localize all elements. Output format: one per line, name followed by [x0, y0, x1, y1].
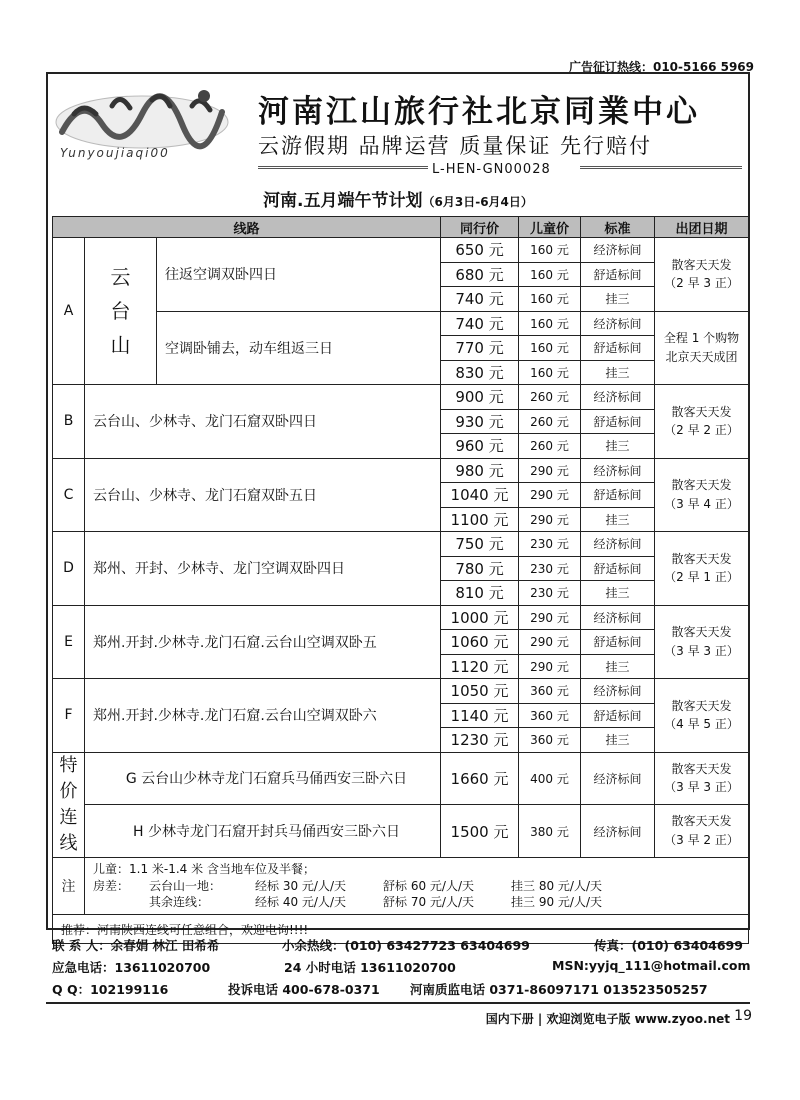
departure-line: 全程 1 个购物 — [663, 331, 740, 346]
child-price: 160 元 — [519, 360, 581, 385]
special-label — [53, 752, 85, 857]
contact-line — [52, 958, 752, 980]
room-rate: 挂三 90 元/人/天 — [511, 895, 602, 910]
footer-text: 国内下册 | 欢迎浏览电子版 www.zyoo.net — [485, 1012, 730, 1026]
route-code: C — [53, 458, 85, 532]
child-price: 230 元 — [519, 581, 581, 606]
child-price: 160 元 — [519, 238, 581, 263]
peer-price: 680 元 — [441, 262, 519, 287]
route-place-char: 云 — [110, 265, 131, 289]
peer-price: 930 元 — [441, 409, 519, 434]
qq-contact: Q Q：102199116 — [52, 982, 169, 997]
peer-price: 960 元 — [441, 434, 519, 459]
departure — [655, 532, 749, 606]
departure-line: （4 早 5 正） — [664, 717, 739, 732]
departure-line: 散客天天发 — [671, 625, 732, 640]
child-price: 290 元 — [519, 654, 581, 679]
departure — [655, 605, 749, 679]
peer-price: 770 元 — [441, 336, 519, 361]
divider — [580, 166, 742, 169]
notes-row — [53, 857, 749, 914]
room-rate: 挂三 80 元/人/天 — [511, 878, 602, 893]
notes-label: 注 — [53, 857, 85, 914]
child-price: 290 元 — [519, 605, 581, 630]
departure-line: 散客天天发 — [671, 257, 732, 272]
departure-line: 北京天天成团 — [665, 349, 738, 364]
note-line — [93, 894, 740, 911]
table-row — [53, 752, 749, 805]
child-price: 260 元 — [519, 434, 581, 459]
room-rate: 舒标 70 元/人/天 — [383, 895, 474, 910]
contact-block — [52, 936, 752, 1002]
peer-price: 1040 元 — [441, 483, 519, 508]
departure — [655, 679, 749, 753]
msn-contact: MSN:yyjq_111@hotmail.com — [552, 958, 751, 973]
child-price: 260 元 — [519, 385, 581, 410]
standard: 经济标间 — [581, 458, 655, 483]
table-row — [53, 679, 749, 704]
departure-line: 散客天天发 — [671, 551, 732, 566]
departure-line: 散客天天发 — [671, 814, 732, 829]
peer-price: 830 元 — [441, 360, 519, 385]
ad-hotline: 广告征订热线：010-5166 5969 — [568, 60, 754, 74]
emergency-phone: 应急电话：13611020700 — [52, 960, 211, 975]
route-name: H 少林寺龙门石窟开封兵马俑西安三卧六日 — [85, 805, 441, 858]
peer-price: 1140 元 — [441, 703, 519, 728]
header-route: 线路 — [53, 217, 441, 238]
contact-hotline: 小余热线：(010) 63427723 63404699 — [282, 938, 530, 953]
departure-line: 散客天天发 — [671, 478, 732, 493]
standard: 经济标间 — [581, 752, 655, 805]
contact-line — [52, 980, 752, 1002]
quality-phone: 河南质监电话 0371-86097171 013523505257 — [410, 982, 708, 997]
route-name: G 云台山少林寺龙门石窟兵马俑西安三卧六日 — [85, 752, 441, 805]
table-row — [53, 805, 749, 858]
standard: 经济标间 — [581, 805, 655, 858]
logo-subtext: Yunyoujiaqi00 — [60, 146, 170, 160]
table-header-row — [53, 217, 749, 238]
room-label: 房差： — [93, 878, 130, 893]
note-line — [93, 878, 740, 895]
child-price: 290 元 — [519, 483, 581, 508]
peer-price: 1230 元 — [441, 728, 519, 753]
peer-price: 810 元 — [441, 581, 519, 606]
slogan: 云游假期 品牌运营 质量保证 先行赔付 — [258, 134, 653, 158]
header-standard: 标准 — [581, 217, 655, 238]
route-name: 郑州、开封、少林寺、龙门空调双卧四日 — [85, 532, 441, 606]
special-label-char: 线 — [59, 832, 78, 854]
child-price: 160 元 — [519, 336, 581, 361]
peer-price: 900 元 — [441, 385, 519, 410]
room1-label: 云台山一地： — [149, 878, 222, 893]
child-price: 160 元 — [519, 311, 581, 336]
standard: 挂三 — [581, 434, 655, 459]
departure — [655, 311, 749, 385]
standard: 舒适标间 — [581, 262, 655, 287]
table-row — [53, 311, 749, 336]
contact-person: 联 系 人：余春娟 林江 田希希 — [52, 938, 220, 953]
license-number: L-HEN-GN00028 — [432, 162, 551, 177]
divider — [258, 166, 428, 169]
standard: 经济标间 — [581, 311, 655, 336]
room2-label: 其余连线： — [149, 895, 210, 910]
route-name: 云台山、少林寺、龙门石窟双卧五日 — [85, 458, 441, 532]
plan-title — [46, 186, 750, 211]
page-number: 19 — [734, 1008, 752, 1024]
hotline-24h: 24 小时电话 13611020700 — [284, 960, 456, 975]
standard: 舒适标间 — [581, 483, 655, 508]
route-name: 郑州.开封.少林寺.龙门石窟.云台山空调双卧六 — [85, 679, 441, 753]
peer-price: 1500 元 — [441, 805, 519, 858]
standard: 舒适标间 — [581, 630, 655, 655]
standard: 经济标间 — [581, 238, 655, 263]
special-label-char: 价 — [59, 780, 78, 802]
route-code: A — [53, 238, 85, 385]
standard: 经济标间 — [581, 679, 655, 704]
standard: 舒适标间 — [581, 703, 655, 728]
departure — [655, 385, 749, 459]
plan-dates: （6月3日-6月4日） — [422, 195, 533, 209]
note-line — [93, 861, 740, 878]
standard: 舒适标间 — [581, 556, 655, 581]
route-name: 郑州.开封.少林寺.龙门石窟.云台山空调双卧五 — [85, 605, 441, 679]
peer-price: 740 元 — [441, 287, 519, 312]
departure — [655, 752, 749, 805]
child-price: 380 元 — [519, 805, 581, 858]
peer-price: 1050 元 — [441, 679, 519, 704]
child-price: 360 元 — [519, 679, 581, 704]
company-title: 河南江山旅行社北京同業中心 — [258, 94, 700, 130]
departure-line: 散客天天发 — [671, 404, 732, 419]
standard: 挂三 — [581, 728, 655, 753]
child-price: 230 元 — [519, 532, 581, 557]
peer-price: 1660 元 — [441, 752, 519, 805]
complaint-phone: 投诉电话 400-678-0371 — [228, 982, 380, 997]
route-name: 空调卧铺去，动车组返三日 — [157, 311, 441, 385]
departure-line: （3 早 4 正） — [664, 496, 739, 511]
departure — [655, 238, 749, 312]
route-code: B — [53, 385, 85, 459]
child-price: 230 元 — [519, 556, 581, 581]
peer-price: 1100 元 — [441, 507, 519, 532]
standard: 舒适标间 — [581, 409, 655, 434]
header-child-price: 儿童价 — [519, 217, 581, 238]
header-peer-price: 同行价 — [441, 217, 519, 238]
child-price: 160 元 — [519, 262, 581, 287]
standard: 舒适标间 — [581, 336, 655, 361]
standard: 挂三 — [581, 581, 655, 606]
child-price: 290 元 — [519, 458, 581, 483]
standard: 经济标间 — [581, 385, 655, 410]
route-place — [85, 238, 157, 385]
plan-title-main: 河南.五月端午节计划 — [263, 191, 423, 211]
peer-price: 780 元 — [441, 556, 519, 581]
peer-price: 740 元 — [441, 311, 519, 336]
special-label-char: 特 — [59, 754, 78, 776]
child-price: 260 元 — [519, 409, 581, 434]
departure-line: （3 早 2 正） — [664, 833, 739, 848]
room-rate: 经标 40 元/人/天 — [255, 895, 346, 910]
table-row — [53, 605, 749, 630]
contact-line — [52, 936, 752, 958]
notes — [85, 857, 749, 914]
route-name: 往返空调双卧四日 — [157, 238, 441, 312]
child-note: 儿童：1.1 米-1.4 米 含当地车位及半餐； — [93, 861, 315, 876]
peer-price: 980 元 — [441, 458, 519, 483]
table-row — [53, 458, 749, 483]
peer-price: 1000 元 — [441, 605, 519, 630]
contact-fax: 传真：(010) 63404699 — [594, 938, 743, 953]
room-rate: 舒标 60 元/人/天 — [383, 878, 474, 893]
special-label-char: 连 — [59, 806, 78, 828]
departure-line: （2 早 1 正） — [664, 570, 739, 585]
departure — [655, 458, 749, 532]
route-name: 云台山、少林寺、龙门石窟双卧四日 — [85, 385, 441, 459]
child-price: 160 元 — [519, 287, 581, 312]
departure-line: （2 早 3 正） — [664, 276, 739, 291]
departure-line: 散客天天发 — [671, 761, 732, 776]
child-price: 360 元 — [519, 728, 581, 753]
table-row — [53, 238, 749, 263]
price-table — [52, 216, 749, 944]
standard: 挂三 — [581, 654, 655, 679]
departure-line: （3 早 3 正） — [664, 780, 739, 795]
route-code: F — [53, 679, 85, 753]
departure — [655, 805, 749, 858]
peer-price: 1120 元 — [441, 654, 519, 679]
standard: 经济标间 — [581, 532, 655, 557]
standard: 挂三 — [581, 287, 655, 312]
route-code: E — [53, 605, 85, 679]
departure-line: 散客天天发 — [671, 698, 732, 713]
child-price: 400 元 — [519, 752, 581, 805]
peer-price: 1060 元 — [441, 630, 519, 655]
table-row — [53, 385, 749, 410]
departure-line: （3 早 3 正） — [664, 643, 739, 658]
standard: 挂三 — [581, 507, 655, 532]
departure-line: （2 早 2 正） — [664, 423, 739, 438]
room-rate: 经标 30 元/人/天 — [255, 878, 346, 893]
footer-divider — [46, 1002, 750, 1004]
peer-price: 650 元 — [441, 238, 519, 263]
child-price: 290 元 — [519, 630, 581, 655]
peer-price: 750 元 — [441, 532, 519, 557]
standard: 挂三 — [581, 360, 655, 385]
route-code: D — [53, 532, 85, 606]
child-price: 360 元 — [519, 703, 581, 728]
recommend-text: 推荐：河南陕西连线可任意组合，欢迎电询!!!! — [53, 915, 749, 944]
table-row — [53, 532, 749, 557]
header-departure: 出团日期 — [655, 217, 749, 238]
child-price: 290 元 — [519, 507, 581, 532]
route-place-char: 台 — [110, 299, 131, 323]
route-place-char: 山 — [110, 333, 131, 357]
standard: 经济标间 — [581, 605, 655, 630]
